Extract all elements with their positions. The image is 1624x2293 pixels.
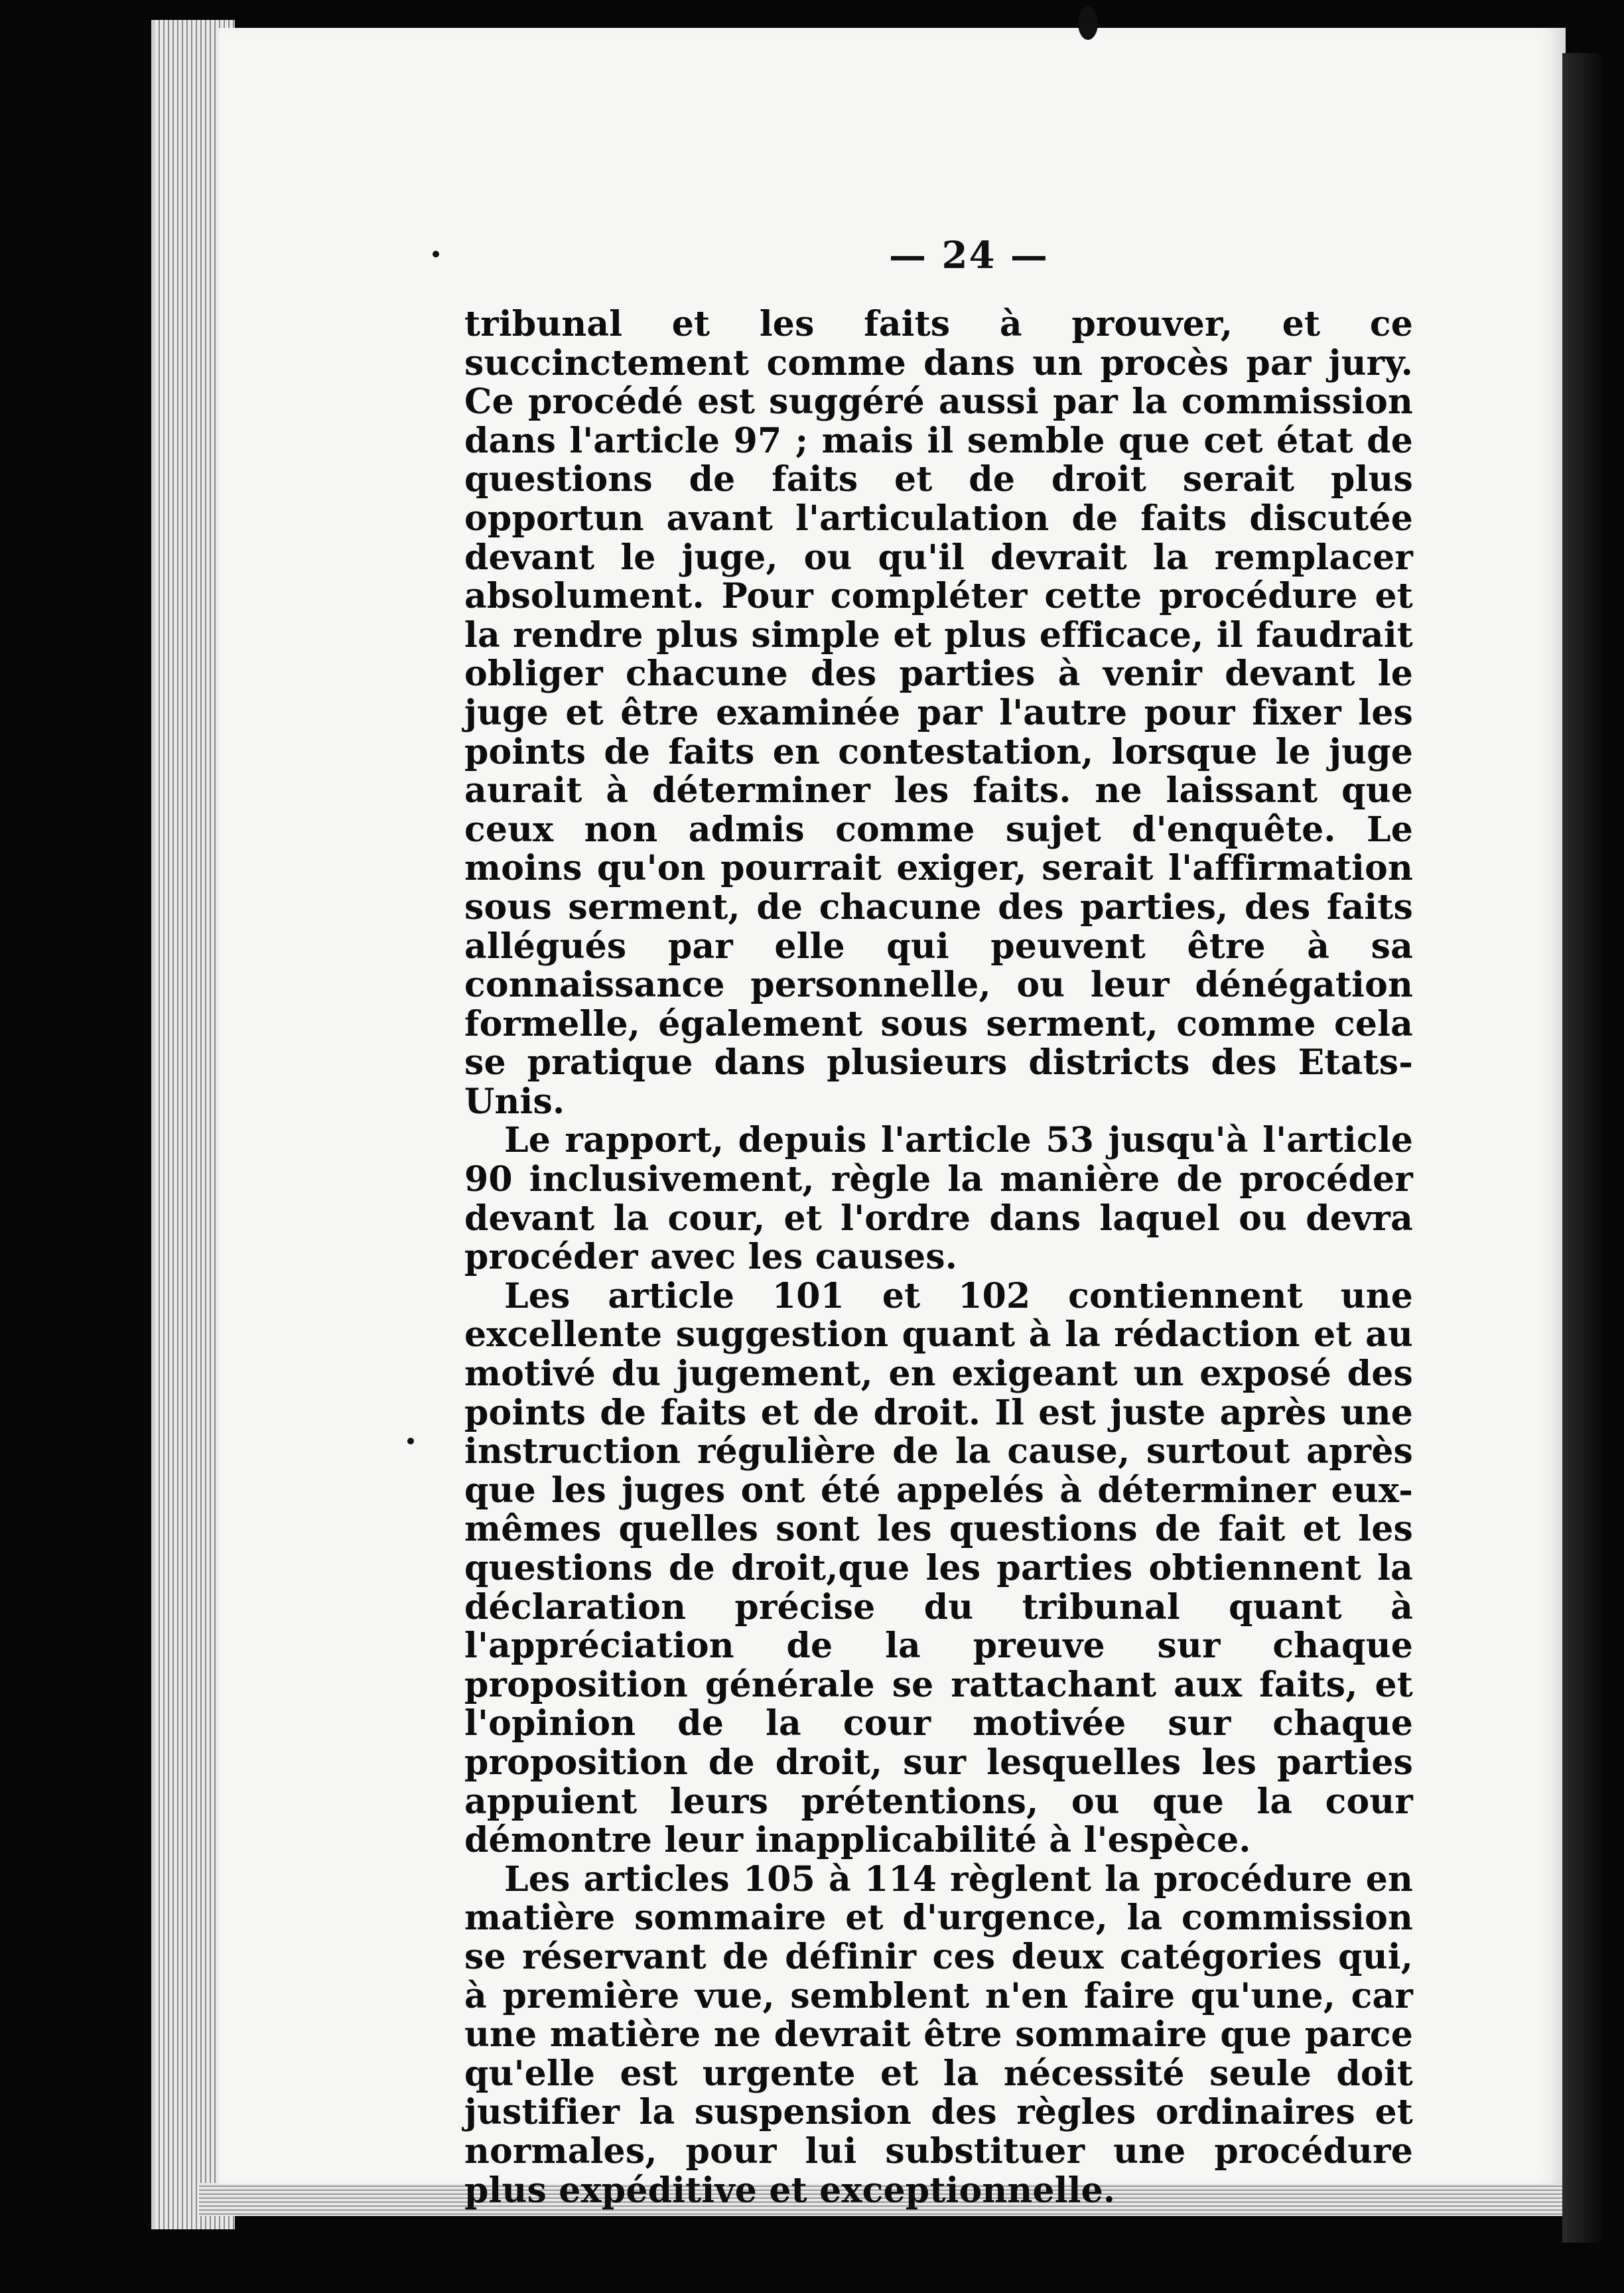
dust-speck — [433, 251, 439, 257]
page-number: — 24 — — [889, 234, 1049, 277]
paragraph: Les article 101 et 102 contiennent une excellente suggestion quant à la rédaction et au motivé du jugement, en exigeant un exposé des points de faits et de droit. Il est juste après une instruction régulière de la cause, surtout après que les juges ont été appelés à déterminer eux-mêmes quelles sont les questions de fait et les questions de droit,que les parties obtiennent la déclaration précise du tribunal quant à l'appréciation de la preuve sur chaque proposition générale se rattachant aux faits, et l'opinion de la cour motivée sur chaque proposition de droit, sur lesquelles les parties appuient leurs prétentions, ou que la cour démontre leur inapplicabilité à l'espèce. — [464, 1275, 1413, 1861]
body-text — [464, 305, 1413, 2210]
paragraph: Les articles 105 à 114 règlent la procédure en matière sommaire et d'urgence, la commission se réservant de définir ces deux catégories qui, à première vue, semblent n'en faire qu'une, car une matière ne devrait être sommaire que parce qu'elle est urgente et la nécessité seule doit justifier la suspension des règles ordinaires et normales, pour lui substituer une procédure plus expéditive et exceptionnelle. — [464, 1858, 1413, 2211]
book-binding — [1562, 53, 1602, 2243]
dust-speck — [407, 1438, 414, 1444]
paragraph: tribunal et les faits à prouver, et ce succinctement comme dans un procès par jury. Ce procédé est suggéré aussi par la commission dans l'article 97 ; mais il semble que cet état de questions de faits et de droit serait plus opportun avant l'articulation de faits discutée devant le juge, ou qu'il devrait la remplacer absolument. Pour compléter cette procédure et la rendre plus simple et plus efficace, il faudrait obliger chacune des parties à venir devant le juge et être examinée par l'autre pour fixer les points de faits en contestation, lorsque le juge aurait à déterminer les faits. ne laissant que ceux non admis comme sujet d'enquête. Le moins qu'on pourrait exiger, serait l'affirmation sous serment, de chacune des parties, des faits allégués par elle qui peuvent être à sa connaissance personnelle, ou leur dénégation formelle, également sous serment, comme cela se pratique dans plusieurs districts des Etats-Unis. — [464, 304, 1413, 1122]
dust-speck — [1078, 7, 1098, 40]
paragraph: Le rapport, depuis l'article 53 jusqu'à l'article 90 inclusivement, règle la manière de procéder devant la cour, et l'ordre dans laquel ou devra procéder avec les causes. — [464, 1120, 1413, 1278]
